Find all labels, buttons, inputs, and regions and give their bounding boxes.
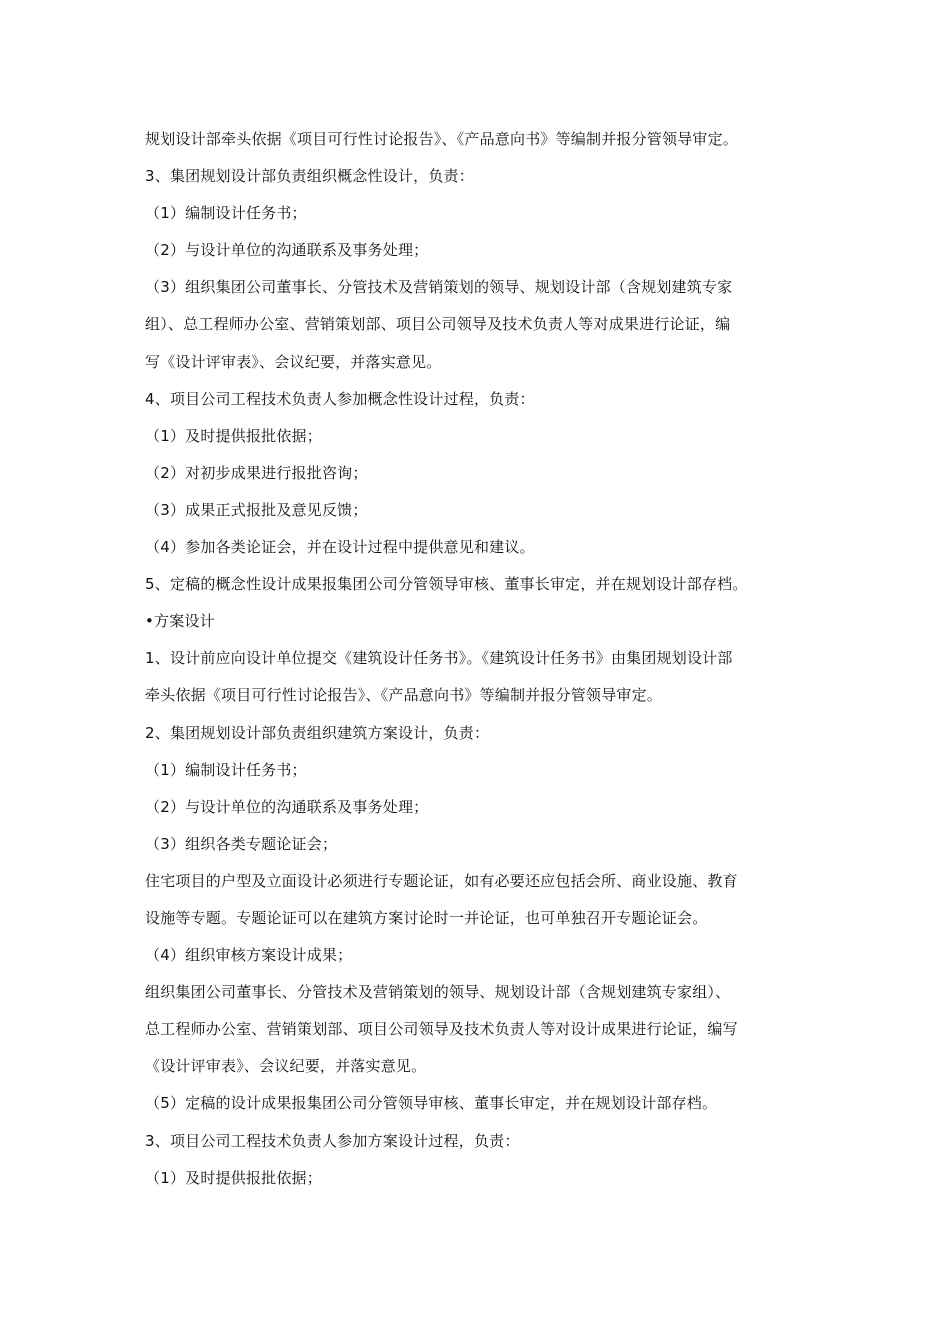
paragraph-line: 《设计评审表》、会议纪要，并落实意见。 (145, 1057, 427, 1076)
paragraph-line: 4、项目公司工程技术负责人参加概念性设计过程，负责： (145, 389, 535, 408)
paragraph-line: 组）、总工程师办公室、营销策划部、项目公司领导及技术负责人等对成果进行论证，编 (145, 315, 731, 334)
list-item: （2）对初步成果进行报批咨询； (145, 463, 368, 482)
document-body (145, 121, 825, 1197)
list-item: （4）参加各类论证会，并在设计过程中提供意见和建议。 (145, 538, 535, 557)
paragraph-line: 规划设计部牵头依据《项目可行性讨论报告》、《产品意向书》等编制并报分管领导审定。 (145, 130, 739, 148)
paragraph-line: 住宅项目的户型及立面设计必须进行专题论证，如有必要还应包括会所、商业设施、教育 (145, 871, 738, 890)
paragraph-line: 5、定稿的概念性设计成果报集团公司分管领导审核、董事长审定，并在规划设计部存档。 (145, 575, 748, 594)
paragraph-line: 3、项目公司工程技术负责人参加方案设计过程，负责： (145, 1131, 520, 1150)
section-heading: •方案设计 (145, 612, 215, 631)
list-item: （3）组织集团公司董事长、分管技术及营销策划的领导、规划设计部（含规划建筑专家 (145, 278, 733, 297)
list-item: （1）及时提供报批依据； (145, 1168, 322, 1187)
paragraph-line: 总工程师办公室、营销策划部、项目公司领导及技术负责人等对设计成果进行论证，编写 (145, 1020, 738, 1039)
paragraph-line: 组织集团公司董事长、分管技术及营销策划的领导、规划设计部（含规划建筑专家组）、 (145, 983, 731, 1002)
list-item: （1）编制设计任务书； (145, 760, 307, 779)
paragraph-line: 2、集团规划设计部负责组织建筑方案设计，负责： (145, 723, 490, 742)
list-item: （2）与设计单位的沟通联系及事务处理； (145, 797, 429, 816)
list-item: （3）组织各类专题论证会； (145, 834, 338, 853)
list-item: （2）与设计单位的沟通联系及事务处理； (145, 241, 429, 260)
paragraph-line: 牵头依据《项目可行性讨论报告》、《产品意向书》等编制并报分管领导审定。 (145, 686, 663, 705)
paragraph-line: 写《设计评审表》、会议纪要，并落实意见。 (145, 352, 442, 371)
paragraph-line: 1、设计前应向设计单位提交《建筑设计任务书》。《建筑设计任务书》由集团规划设计部 (145, 649, 733, 668)
list-item: （1）及时提供报批依据； (145, 426, 322, 445)
list-item: （1）编制设计任务书； (145, 204, 307, 223)
list-item: （3）成果正式报批及意见反馈； (145, 500, 368, 519)
list-item: （5）定稿的设计成果报集团公司分管领导审核、董事长审定，并在规划设计部存档。 (145, 1094, 718, 1113)
paragraph-line: 3、集团规划设计部负责组织概念性设计，负责： (145, 167, 474, 186)
list-item: （4）组织审核方案设计成果； (145, 946, 353, 965)
paragraph-line: 设施等专题。专题论证可以在建筑方案讨论时一并论证，也可单独召开专题论证会。 (145, 908, 708, 927)
